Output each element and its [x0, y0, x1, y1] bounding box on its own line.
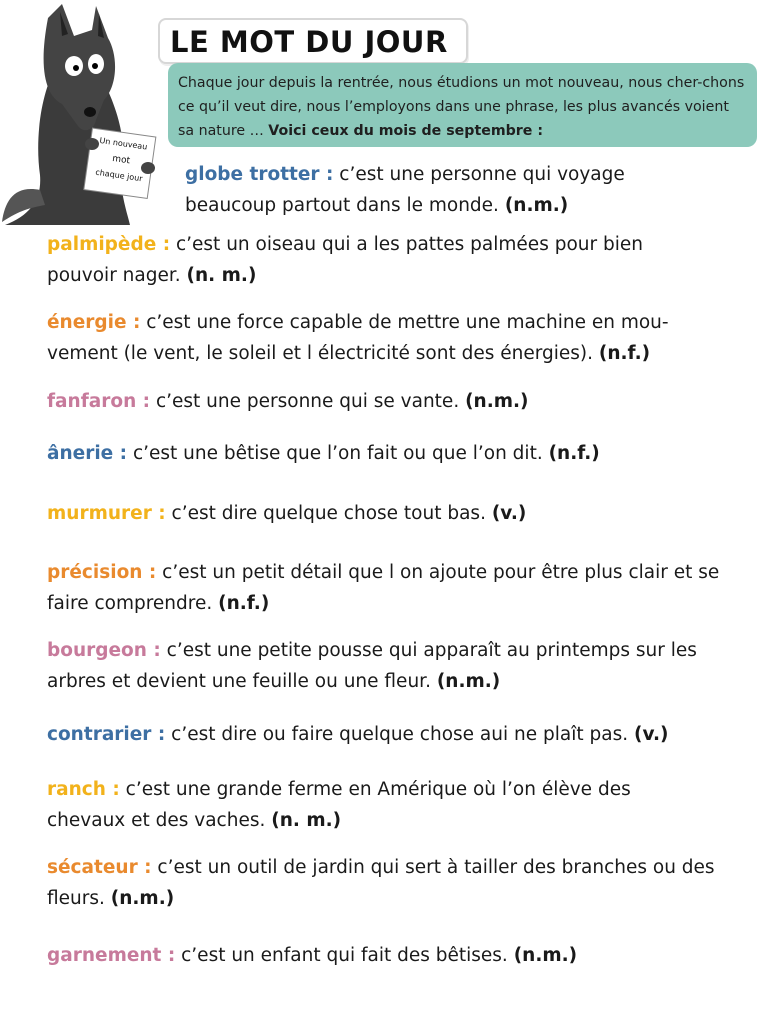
entry-term: précision : — [47, 562, 157, 583]
entry-globe-trotter — [185, 159, 645, 221]
entry-term: fanfaron : — [47, 391, 151, 412]
wolf-mascot-illustration — [0, 0, 175, 230]
page-title: LE MOT DU JOUR — [158, 18, 468, 64]
entry-grammar: (n.m.) — [465, 391, 529, 412]
entry-definition: c’est une personne qui voyage beaucoup partout dans le monde. — [185, 164, 625, 216]
entry-contrarier — [47, 719, 747, 750]
entry-ranch — [47, 774, 687, 836]
entry-definition: c’est une petite pousse qui apparaît au printemps sur les arbres et devient une feuille ou une fleur. — [47, 640, 697, 692]
entry-term: énergie : — [47, 312, 141, 333]
entry-anerie — [47, 438, 737, 469]
entry-grammar: (n. m.) — [186, 265, 257, 286]
entry-grammar: (v.) — [491, 503, 527, 524]
entry-term: ranch : — [47, 779, 120, 800]
entry-term: globe trotter : — [185, 164, 334, 185]
entry-definition: c’est un petit détail que l on ajoute pour être plus clair et se faire comprendre. — [47, 562, 720, 614]
entry-term: contrarier : — [47, 724, 166, 745]
entry-garnement — [47, 940, 737, 971]
entry-grammar: (v.) — [633, 724, 669, 745]
entry-grammar: (n.f.) — [598, 343, 651, 364]
entry-murmurer — [47, 498, 737, 529]
entry-grammar: (n.f.) — [548, 443, 600, 464]
entry-definition: c’est une grande ferme en Amérique où l’on élève des chevaux et des vaches. — [47, 779, 631, 831]
entry-definition: c’est un outil de jardin qui sert à tailler des branches ou des fleurs. — [47, 857, 715, 909]
sign-line-3: chaque jour — [94, 167, 144, 184]
entry-term: garnement : — [47, 945, 176, 966]
intro-bold-text: Voici ceux du mois de septembre : — [268, 123, 544, 139]
entry-definition: c’est une force capable de mettre une machine en mou-vement (le vent, le soleil et l électricité sont des énergies). — [47, 312, 669, 364]
entry-definition: c’est une bêtise que l’on fait ou que l’on dit. — [127, 443, 549, 464]
wolf-sign-text — [87, 132, 155, 188]
entry-term: bourgeon : — [47, 640, 161, 661]
entry-definition: c’est un enfant qui fait des bêtises. — [175, 945, 514, 966]
entry-energie — [47, 307, 737, 369]
entry-term: murmurer : — [47, 503, 166, 524]
entry-definition: c’est dire quelque chose tout bas. — [165, 503, 492, 524]
entry-grammar: (n.m.) — [504, 195, 569, 216]
entry-definition: c’est une personne qui se vante. — [150, 391, 466, 412]
entry-term: palmipède : — [47, 234, 171, 255]
sign-line-1: Un nouveau — [98, 136, 148, 152]
entry-grammar: (n.m.) — [513, 945, 578, 966]
entry-definition: c’est dire ou faire quelque chose aui ne plaît pas. — [165, 724, 634, 745]
entry-secateur — [47, 852, 737, 914]
sign-line-2: mot — [111, 153, 131, 167]
entry-grammar: (n.m.) — [436, 671, 501, 692]
entry-grammar: (n.f.) — [218, 593, 270, 614]
intro-text: Chaque jour depuis la rentrée, nous étudions un mot nouveau, nous cher-chons ce qu’il veut dire, nous l’employons dans une phrase, les plus avancés voient sa nature … — [178, 75, 745, 139]
entry-term: sécateur : — [47, 857, 152, 878]
intro-box — [168, 63, 757, 147]
entry-bourgeon — [47, 635, 737, 697]
entry-precision — [47, 557, 727, 619]
entry-grammar: (n.m.) — [110, 888, 175, 909]
entry-term: ânerie : — [47, 443, 128, 464]
entry-fanfaron — [47, 386, 737, 417]
entry-grammar: (n. m.) — [271, 810, 342, 831]
entry-palmipede — [47, 229, 702, 291]
entry-definition: c’est un oiseau qui a les pattes palmées pour bien pouvoir nager. — [47, 234, 643, 286]
